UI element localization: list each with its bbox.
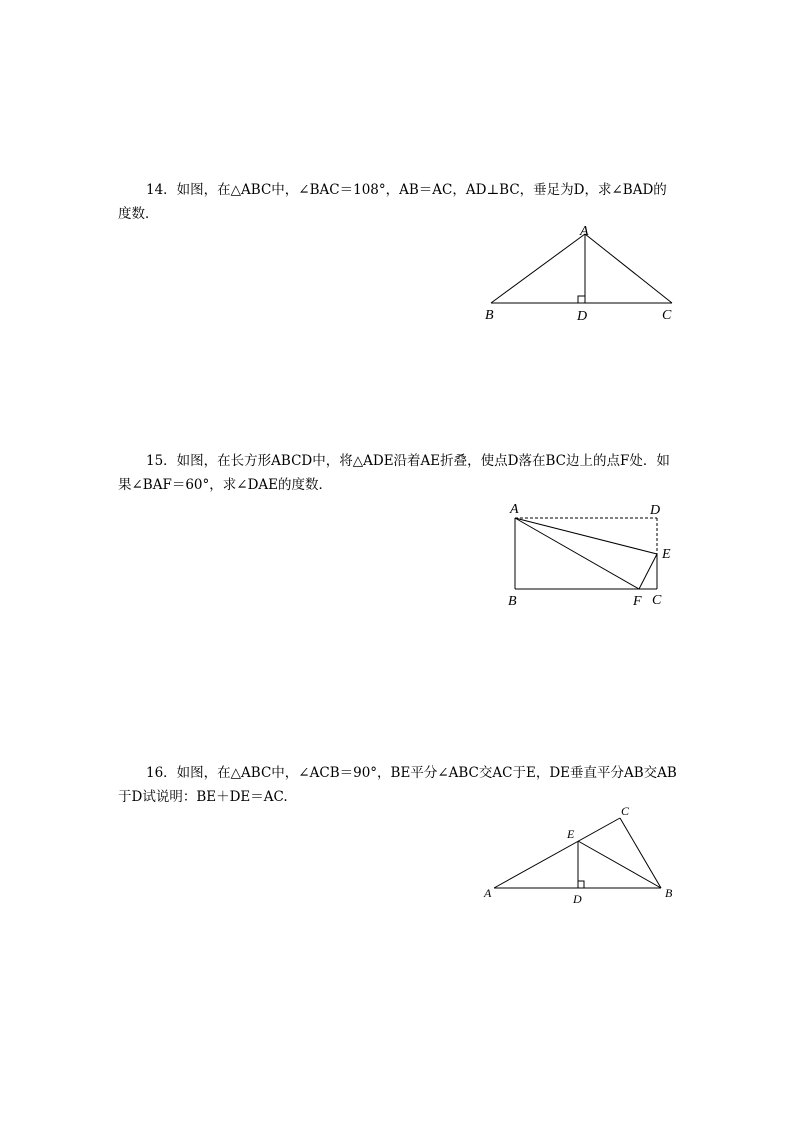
segment-BE bbox=[578, 841, 661, 888]
right-angle-marker bbox=[578, 881, 584, 888]
label-C: C bbox=[621, 804, 630, 818]
label-A: A bbox=[510, 502, 519, 517]
label-C: C bbox=[652, 593, 662, 608]
segment-AC bbox=[494, 818, 620, 888]
label-B: B bbox=[485, 308, 494, 323]
label-A: A bbox=[484, 886, 492, 900]
label-D: D bbox=[573, 892, 582, 906]
label-C: C bbox=[662, 308, 672, 323]
label-B: B bbox=[665, 886, 673, 900]
segment-AC bbox=[585, 234, 672, 303]
figure-16 bbox=[480, 800, 690, 910]
problem-15-text: 15．如图，在长方形ABCD中，将△ADE沿着AE折叠，使点D落在BC边上的点F处．如果∠BAF＝60°，求∠DAE的度数． bbox=[118, 453, 670, 493]
label-D: D bbox=[650, 503, 661, 518]
right-angle-marker bbox=[578, 296, 585, 303]
figure-15-svg bbox=[500, 500, 690, 615]
segment-EF bbox=[639, 554, 657, 589]
problem-15 bbox=[118, 449, 678, 497]
figure-14 bbox=[470, 222, 690, 332]
problem-14-text: 14．如图，在△ABC中，∠BAC＝108°，AB＝AC，AD⊥BC，垂足为D，求∠BAD的度数． bbox=[118, 182, 667, 222]
segment-AF bbox=[515, 518, 639, 589]
segment-AE bbox=[515, 518, 657, 554]
problem-14 bbox=[118, 178, 678, 226]
figure-14-svg bbox=[470, 222, 690, 332]
label-B: B bbox=[508, 594, 517, 609]
figure-15 bbox=[500, 500, 690, 615]
figure-16-svg bbox=[480, 800, 690, 910]
label-F: F bbox=[633, 594, 642, 609]
label-A: A bbox=[580, 224, 589, 239]
label-E: E bbox=[662, 547, 671, 562]
label-E: E bbox=[567, 827, 575, 841]
problem-16-text: 16．如图，在△ABC中，∠ACB＝90°，BE平分∠ABC交AC于E，DE垂直平分AB交AB于D试说明：BE＋DE＝AC. bbox=[118, 765, 677, 805]
label-D: D bbox=[577, 309, 588, 324]
segment-AB bbox=[491, 234, 585, 303]
segment-CB bbox=[620, 818, 661, 888]
